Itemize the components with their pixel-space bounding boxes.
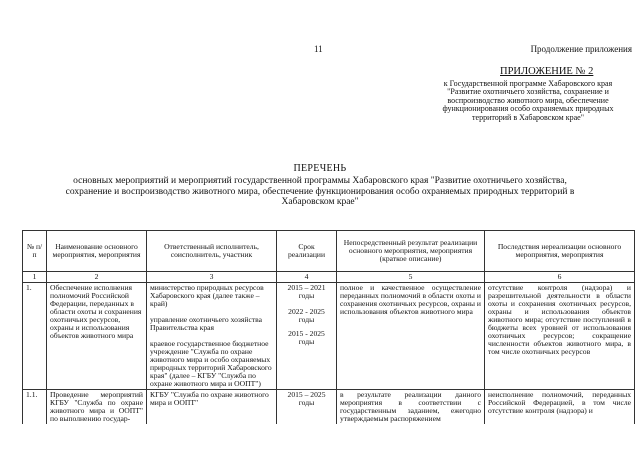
- row-term: 2015 – 2025 годы: [277, 390, 337, 425]
- page-number: 11: [314, 44, 323, 54]
- list-subtitle: основных мероприятий и мероприятий государственной программы Хабаровского края "Развитие охотничьего хозяйства, сохранение и воспроизводство животного мира, обеспечение функционирования особо охраняемых природных территорий в Хабаровском крае": [65, 176, 575, 207]
- column-number: 3: [147, 272, 277, 283]
- row-result: в результате реализации данного мероприятия в соответствии с государственным заданием, ежегодно утверждаемым распоряжением: [337, 390, 485, 425]
- header-consequence: Последствия нереализации основного мероприятия, мероприятия: [485, 231, 635, 272]
- executor-line: управление охотничьего хозяйства Правительства края: [150, 315, 263, 332]
- continuation-label: Продолжение приложения: [530, 44, 632, 54]
- row-num: 1.1.: [23, 390, 47, 425]
- row-num: 1.: [23, 283, 47, 390]
- row-result: полное и качественное осуществление переданных полномочий в области охоты и сохранения охотничьих ресурсов, охраны и использования объектов животного мира: [337, 283, 485, 390]
- header-term: Срок реализации: [277, 231, 337, 272]
- table-header-row: [23, 231, 635, 272]
- column-number: 2: [47, 272, 147, 283]
- row-name: Проведение мероприятий КГБУ "Служба по охране животного мира и ООПТ" по выполнению государ-: [47, 390, 147, 425]
- row-executor: [147, 283, 277, 390]
- list-title: ПЕРЕЧЕНЬ: [293, 163, 347, 174]
- appendix-subtitle: к Государственной программе Хабаровского края "Развитие охотничьего хозяйства, сохранение и воспроизводство животного мира, обеспечение функционирования особо охраняемых природных территорий в Хабаровском крае": [442, 79, 614, 122]
- row-executor: КГБУ "Служба по охране животного мира и ООПТ": [147, 390, 277, 425]
- executor-line: краевое государственное бюджетное учреждение "Служба по охране животного мира и особо охраняемых природных территорий Хабаровского края" (далее – КГБУ "Служба по охране животного мира и ООПТ"): [150, 339, 272, 388]
- column-number: 6: [485, 272, 635, 283]
- row-name: Обеспечение исполнения полномочий Российской Федерации, переданных в области охоты и сохранения охотничьих ресурсов, охраны и использования объектов животного мира: [47, 283, 147, 390]
- row-term: [277, 283, 337, 390]
- term-line: 2022 - 2025 годы: [288, 307, 325, 324]
- column-number: 1: [23, 272, 47, 283]
- row-consequence: отсутствие контроля (надзора) и разрешительной деятельности в области охоты и сохранения охотничьих ресурсов, охраны и использования объектов животного мира; отсутствие поступлений в бюджеты всех уровней от использования охотничьих ресурсов; сокращение численности объектов животного мира, в том числе охотничьих ресурсов: [485, 283, 635, 390]
- table-row: [23, 283, 635, 390]
- measures-table: [22, 230, 635, 424]
- column-number: 4: [277, 272, 337, 283]
- appendix-title: ПРИЛОЖЕНИЕ № 2: [500, 66, 594, 77]
- header-num: № п/п: [23, 231, 47, 272]
- term-line: 2015 – 2021 годы: [287, 283, 326, 300]
- header-name: Наименование основного мероприятия, мероприятия: [47, 231, 147, 272]
- table-row: [23, 390, 635, 425]
- column-number-row: [23, 272, 635, 283]
- term-line: 2015 - 2025 годы: [288, 329, 325, 346]
- column-number: 5: [337, 272, 485, 283]
- header-result: Непосредственный результат реализации основного мероприятия, мероприятия (краткое описание): [337, 231, 485, 272]
- row-consequence: неисполнение полномочий, переданных Российской Федерацией, в том числе отсутствие контроля (надзора) и: [485, 390, 635, 425]
- header-executor: Ответственный исполнитель, соисполнитель, участник: [147, 231, 277, 272]
- executor-line: министерство природных ресурсов Хабаровского края (далее также – край): [150, 283, 264, 308]
